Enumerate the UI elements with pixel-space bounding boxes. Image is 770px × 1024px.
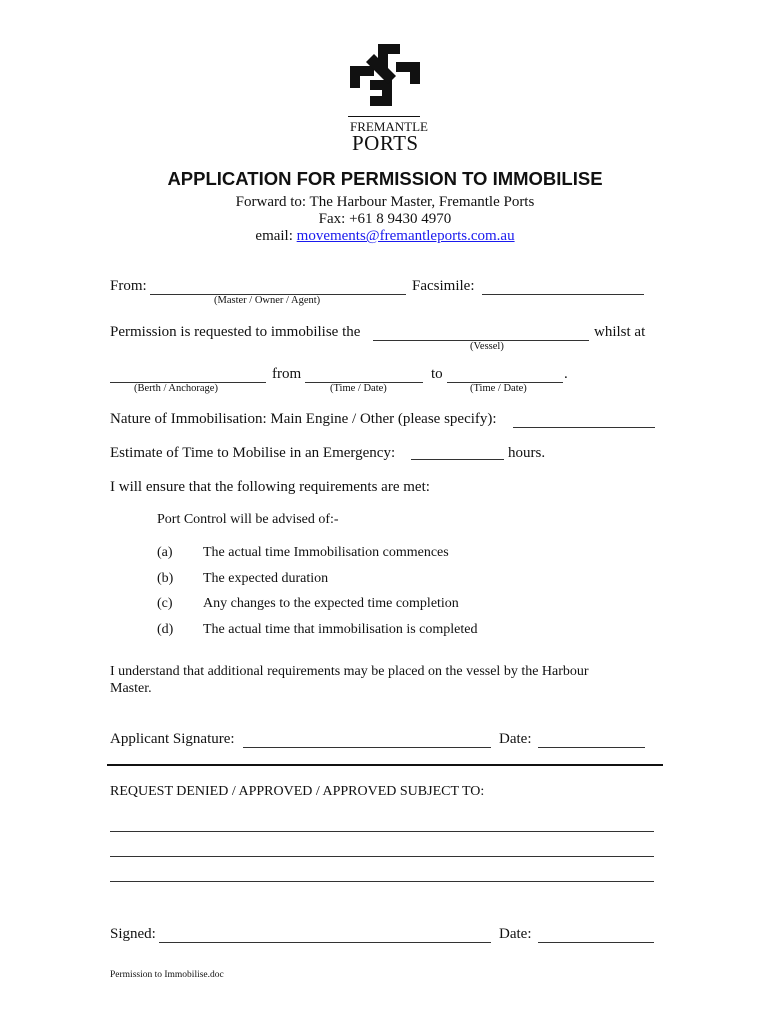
approval-notes-line[interactable] <box>110 831 654 832</box>
section-divider <box>107 764 663 766</box>
to-word: to <box>431 366 443 382</box>
request-status-label: REQUEST DENIED / APPROVED / APPROVED SUBJECT TO: <box>110 784 485 799</box>
estimate-field-line[interactable] <box>411 459 504 460</box>
master-caption: (Master / Owner / Agent) <box>214 295 321 306</box>
requirement-text: The expected duration <box>203 571 329 586</box>
understand-line2: Master. <box>110 681 152 696</box>
applicant-signature-label: Applicant Signature: <box>110 731 235 747</box>
signed-field-line[interactable] <box>159 942 491 943</box>
applicant-date-field-line[interactable] <box>538 747 645 748</box>
facsimile-field-line[interactable] <box>482 294 644 295</box>
requirement-marker: (a) <box>157 545 173 560</box>
requirement-text: The actual time Immobilisation commences <box>203 545 449 560</box>
email-line <box>0 228 770 245</box>
berth-caption: (Berth / Anchorage) <box>134 383 218 394</box>
from-word: from <box>272 366 302 382</box>
approval-date-field-line[interactable] <box>538 942 654 943</box>
email-label: email: <box>255 228 297 244</box>
fremantle-ports-logo <box>340 40 430 155</box>
approval-date-label: Date: <box>499 926 532 942</box>
logo-name-line2: PORTS <box>352 131 419 155</box>
page-title: APPLICATION FOR PERMISSION TO IMMOBILISE <box>167 168 603 189</box>
requirement-marker: (c) <box>157 596 173 611</box>
vessel-caption: (Vessel) <box>470 341 504 352</box>
requirement-text: The actual time that immobilisation is completed <box>203 622 478 637</box>
approval-notes-line[interactable] <box>110 856 654 857</box>
applicant-date-label: Date: <box>499 731 532 747</box>
nature-label: Nature of Immobilisation: Main Engine / Other (please specify): <box>110 411 497 427</box>
logo-name-line1: FREMANTLE <box>350 119 428 134</box>
permission-text: Permission is requested to immobilise the <box>110 324 361 340</box>
time-date-caption-to: (Time / Date) <box>470 383 527 394</box>
requirement-marker: (d) <box>157 622 174 637</box>
ensure-text: I will ensure that the following requirements are met: <box>110 479 430 495</box>
fax-line: Fax: +61 8 9430 4970 <box>318 211 452 227</box>
requirement-text: Any changes to the expected time completion <box>203 596 459 611</box>
hours-label: hours. <box>508 445 546 461</box>
applicant-signature-field-line[interactable] <box>243 747 491 748</box>
email-link[interactable]: movements@fremantleports.com.au <box>296 228 515 244</box>
nature-field-line[interactable] <box>513 427 655 428</box>
port-control-text: Port Control will be advised of:- <box>157 512 339 527</box>
understand-line1: I understand that additional requirements may be placed on the vessel by the Harbour <box>110 664 589 679</box>
requirement-marker: (b) <box>157 571 174 586</box>
facsimile-label: Facsimile: <box>412 278 475 294</box>
footer-filename: Permission to Immobilise.doc <box>110 970 224 980</box>
approval-notes-line[interactable] <box>110 881 654 882</box>
estimate-label: Estimate of Time to Mobilise in an Emergency: <box>110 445 396 461</box>
from-label: From: <box>110 278 147 294</box>
whilst-at-label: whilst at <box>594 324 646 340</box>
logo-mark-icon <box>340 40 430 110</box>
period: . <box>564 366 568 382</box>
signed-label: Signed: <box>110 926 156 942</box>
time-date-caption-from: (Time / Date) <box>330 383 387 394</box>
forward-to-line: Forward to: The Harbour Master, Fremantle Ports <box>235 194 535 210</box>
